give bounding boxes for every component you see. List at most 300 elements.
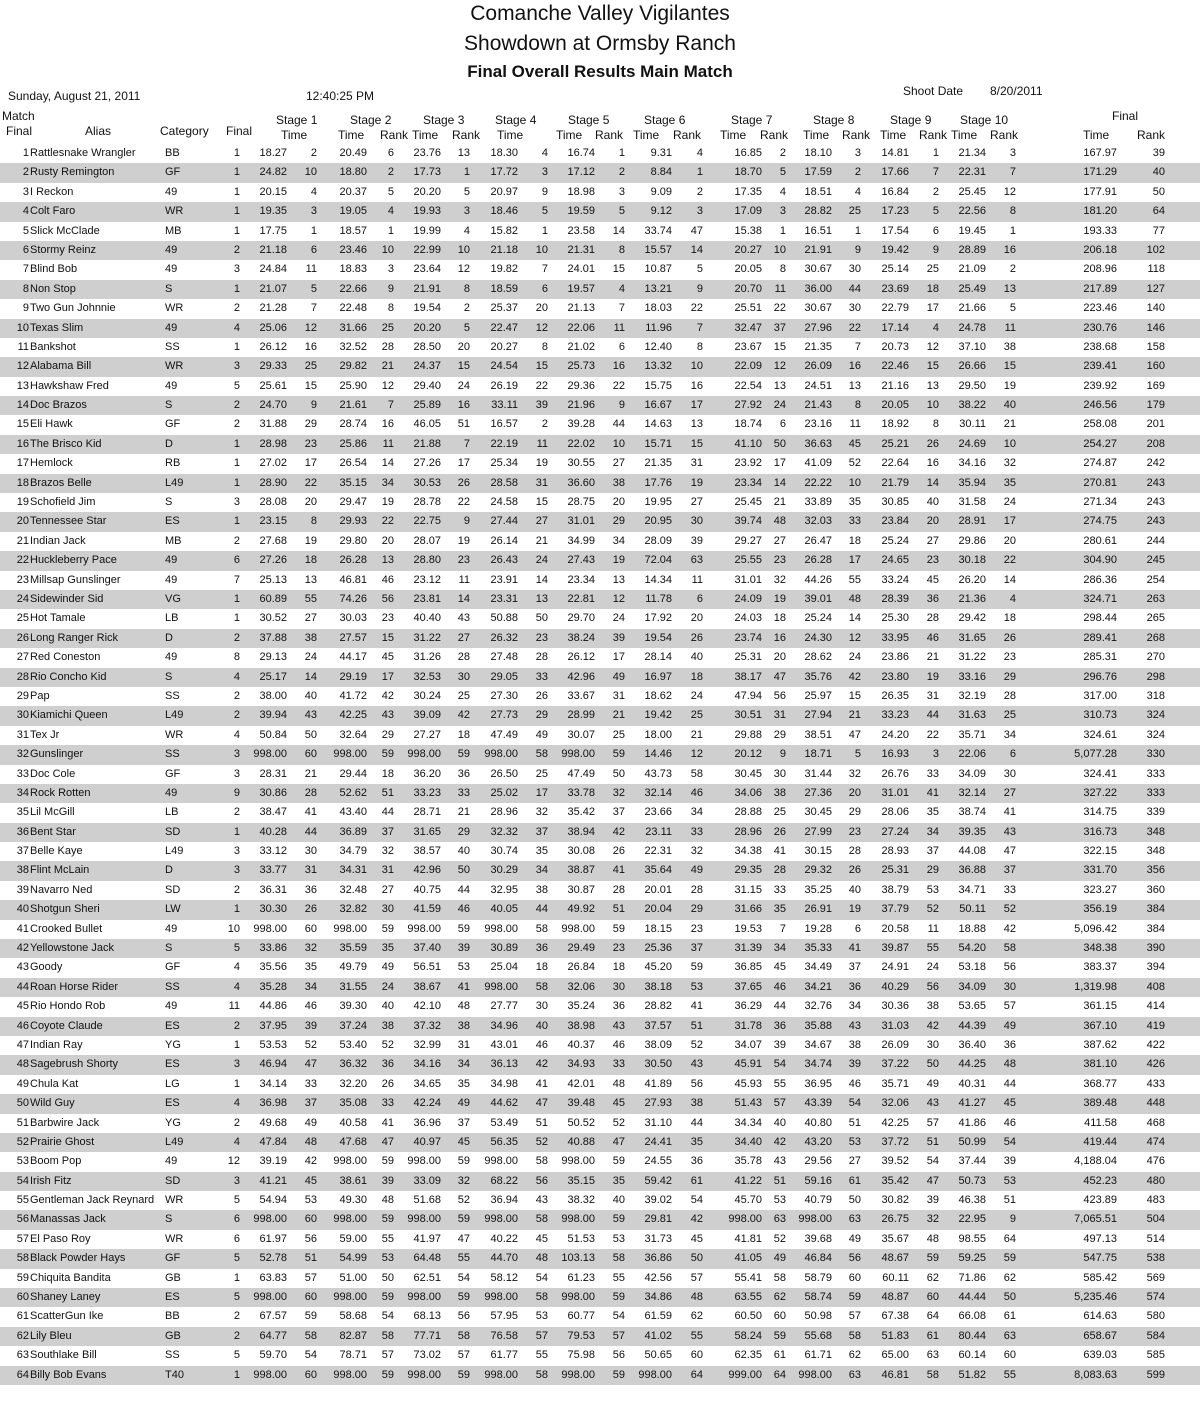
category-final: 5 bbox=[233, 1194, 240, 1207]
stage-3-rank: 11 bbox=[458, 573, 470, 586]
stage-2-time: 29.19 bbox=[339, 670, 367, 683]
shooter-category: GB bbox=[165, 1329, 181, 1342]
stage-8-rank: 35 bbox=[848, 496, 861, 509]
overall-rank: 318 bbox=[1146, 689, 1165, 702]
stage-2-time: 998.00 bbox=[333, 1291, 367, 1304]
match-final-position: 24 bbox=[16, 592, 29, 605]
stage-9-time: 31.03 bbox=[881, 1019, 909, 1032]
overall-time: 4,188.04 bbox=[1074, 1155, 1117, 1168]
header-stage-6-time: Time bbox=[633, 128, 660, 142]
stage-1-time: 25.17 bbox=[259, 670, 287, 683]
shooter-alias: Tennessee Star bbox=[30, 515, 107, 528]
stage-7-time: 47.94 bbox=[734, 689, 762, 702]
category-final: 3 bbox=[233, 360, 240, 373]
stage-3-rank: 55 bbox=[457, 1252, 470, 1265]
table-row bbox=[0, 687, 1200, 706]
category-final: 12 bbox=[227, 1155, 240, 1168]
stage-9-rank: 28 bbox=[926, 612, 939, 625]
stage-6-time: 11.78 bbox=[645, 592, 672, 605]
stage-7-time: 25.51 bbox=[734, 302, 762, 315]
stage-1-rank: 44 bbox=[304, 825, 317, 838]
overall-rank: 243 bbox=[1146, 515, 1165, 528]
stage-5-time: 60.77 bbox=[567, 1310, 595, 1323]
stage-9-rank: 42 bbox=[926, 1019, 939, 1032]
stage-5-rank: 5 bbox=[618, 205, 625, 218]
overall-time: 356.19 bbox=[1083, 903, 1117, 916]
stage-1-time: 998.00 bbox=[253, 922, 287, 935]
stage-1-time: 37.88 bbox=[259, 631, 287, 644]
category-final: 6 bbox=[233, 1213, 240, 1226]
shooter-alias: Stormy Reinz bbox=[30, 243, 97, 256]
table-row bbox=[0, 415, 1200, 434]
stage-2-time: 36.89 bbox=[339, 825, 367, 838]
stage-10-time: 19.45 bbox=[958, 224, 986, 237]
match-final-position: 42 bbox=[16, 942, 29, 955]
stage-5-rank: 49 bbox=[612, 670, 625, 683]
stage-10-time: 22.56 bbox=[958, 205, 986, 218]
stage-5-rank: 31 bbox=[612, 689, 625, 702]
table-row bbox=[0, 609, 1200, 628]
stage-7-rank: 4 bbox=[779, 185, 786, 198]
overall-rank: 265 bbox=[1146, 612, 1165, 625]
overall-rank: 146 bbox=[1146, 321, 1165, 334]
shooter-alias: I Reckon bbox=[30, 185, 74, 198]
overall-time: 323.27 bbox=[1083, 883, 1117, 896]
stage-10-time: 29.50 bbox=[958, 379, 986, 392]
stage-10-time: 53.65 bbox=[958, 1000, 986, 1013]
stage-9-rank: 39 bbox=[926, 1194, 939, 1207]
stage-8-time: 34.21 bbox=[804, 980, 832, 993]
stage-2-time: 29.47 bbox=[339, 496, 367, 509]
stage-1-time: 29.13 bbox=[259, 651, 287, 664]
stage-10-rank: 10 bbox=[1003, 437, 1016, 450]
stage-3-rank: 31 bbox=[457, 1038, 470, 1051]
stage-9-time: 39.87 bbox=[881, 942, 909, 955]
shooter-alias: Southlake Bill bbox=[30, 1349, 97, 1362]
stage-5-rank: 39 bbox=[612, 631, 625, 644]
stage-1-rank: 51 bbox=[304, 1252, 317, 1265]
stage-6-rank: 22 bbox=[690, 302, 703, 315]
stage-6-rank: 53 bbox=[690, 980, 703, 993]
header-stage-5-rank: Rank bbox=[595, 128, 624, 142]
table-row bbox=[0, 765, 1200, 784]
stage-1-rank: 60 bbox=[304, 1368, 317, 1381]
stage-5-time: 998.00 bbox=[561, 1155, 595, 1168]
stage-7-time: 28.88 bbox=[734, 806, 762, 819]
stage-7-time: 20.12 bbox=[734, 748, 762, 761]
stage-7-rank: 22 bbox=[773, 302, 786, 315]
stage-6-rank: 24 bbox=[690, 689, 703, 702]
stage-7-time: 45.93 bbox=[734, 1077, 762, 1090]
stage-7-time: 25.45 bbox=[734, 496, 762, 509]
stage-6-rank: 31 bbox=[690, 457, 703, 470]
stage-8-rank: 41 bbox=[848, 942, 861, 955]
stage-1-rank: 23 bbox=[304, 437, 317, 450]
match-final-position: 4 bbox=[22, 205, 29, 218]
overall-time: 317.00 bbox=[1083, 689, 1117, 702]
stage-7-rank: 2 bbox=[779, 147, 786, 159]
stage-5-time: 79.53 bbox=[567, 1329, 595, 1342]
category-final: 2 bbox=[233, 709, 240, 722]
stage-10-time: 39.35 bbox=[958, 825, 986, 838]
overall-time: 304.90 bbox=[1083, 554, 1117, 567]
shooter-alias: El Paso Roy bbox=[30, 1232, 91, 1245]
stage-5-rank: 19 bbox=[612, 554, 625, 567]
match-final-position: 27 bbox=[16, 651, 29, 664]
stage-7-time: 31.78 bbox=[734, 1019, 762, 1032]
stage-6-time: 16.67 bbox=[644, 399, 672, 412]
overall-time: 585.42 bbox=[1083, 1271, 1117, 1284]
stage-7-time: 34.06 bbox=[734, 786, 762, 799]
stage-3-rank: 25 bbox=[457, 689, 470, 702]
match-final-position: 12 bbox=[16, 360, 29, 373]
stage-5-rank: 29 bbox=[612, 515, 625, 528]
stage-10-time: 30.11 bbox=[959, 418, 986, 431]
stage-5-rank: 45 bbox=[612, 1097, 625, 1110]
stage-4-time: 21.18 bbox=[490, 243, 518, 256]
match-final-position: 54 bbox=[16, 1174, 29, 1187]
stage-10-rank: 8 bbox=[1009, 205, 1016, 218]
stage-7-rank: 3 bbox=[779, 205, 786, 218]
stage-2-time: 34.31 bbox=[339, 864, 367, 877]
stage-8-time: 32.76 bbox=[804, 1000, 832, 1013]
stage-9-time: 33.23 bbox=[881, 709, 909, 722]
stage-7-time: 36.85 bbox=[734, 961, 762, 974]
stage-1-rank: 25 bbox=[304, 360, 317, 373]
stage-8-rank: 22 bbox=[848, 321, 861, 334]
stage-2-rank: 51 bbox=[381, 786, 394, 799]
stage-4-rank: 15 bbox=[535, 360, 548, 373]
stage-5-time: 103.13 bbox=[561, 1252, 595, 1265]
category-final: 2 bbox=[233, 302, 240, 315]
stage-7-rank: 55 bbox=[773, 1077, 786, 1090]
stage-9-rank: 34 bbox=[926, 825, 939, 838]
stage-2-time: 32.48 bbox=[339, 883, 367, 896]
overall-rank: 408 bbox=[1146, 980, 1165, 993]
shooter-category: D bbox=[165, 864, 173, 877]
shooter-alias: Navarro Ned bbox=[30, 883, 93, 896]
category-final: 2 bbox=[233, 243, 240, 256]
stage-4-rank: 54 bbox=[535, 1271, 548, 1284]
stage-5-time: 18.98 bbox=[567, 185, 595, 198]
stage-9-time: 35.67 bbox=[881, 1232, 909, 1245]
shooter-category: L49 bbox=[165, 476, 184, 489]
stage-10-time: 44.25 bbox=[958, 1058, 986, 1071]
stage-7-time: 28.96 bbox=[734, 825, 762, 838]
stage-10-rank: 39 bbox=[1003, 1155, 1016, 1168]
stage-2-rank: 24 bbox=[381, 980, 394, 993]
overall-time: 271.34 bbox=[1083, 496, 1117, 509]
overall-rank: 270 bbox=[1146, 651, 1165, 664]
stage-1-rank: 31 bbox=[304, 864, 317, 877]
stage-9-time: 32.06 bbox=[881, 1097, 909, 1110]
stage-10-time: 29.42 bbox=[958, 612, 986, 625]
stage-2-rank: 55 bbox=[381, 1232, 394, 1245]
stage-5-rank: 10 bbox=[612, 437, 625, 450]
overall-time: 324.41 bbox=[1083, 767, 1117, 780]
stage-2-rank: 37 bbox=[381, 825, 394, 838]
stage-2-rank: 40 bbox=[381, 1000, 394, 1013]
stage-2-rank: 9 bbox=[387, 282, 394, 295]
stage-1-time: 25.61 bbox=[259, 379, 287, 392]
stage-7-rank: 17 bbox=[773, 457, 786, 470]
stage-5-time: 49.92 bbox=[567, 903, 595, 916]
shooter-alias: Prairie Ghost bbox=[30, 1135, 95, 1148]
stage-3-time: 23.81 bbox=[413, 592, 441, 605]
stage-6-time: 59.42 bbox=[644, 1174, 672, 1187]
overall-time: 1,319.98 bbox=[1074, 980, 1117, 993]
overall-time: 208.96 bbox=[1083, 263, 1117, 276]
category-final: 9 bbox=[233, 786, 240, 799]
stage-1-rank: 22 bbox=[304, 476, 317, 489]
stage-8-time: 19.28 bbox=[804, 922, 832, 935]
overall-rank: 422 bbox=[1146, 1038, 1165, 1051]
overall-time: 296.76 bbox=[1083, 670, 1117, 683]
shooter-alias: ScatterGun Ike bbox=[30, 1310, 104, 1323]
stage-5-time: 17.12 bbox=[567, 166, 595, 179]
stage-8-rank: 42 bbox=[848, 670, 861, 683]
stage-6-time: 8.84 bbox=[650, 166, 672, 179]
stage-3-rank: 44 bbox=[457, 883, 470, 896]
stage-2-rank: 25 bbox=[381, 321, 394, 334]
category-final: 1 bbox=[233, 185, 240, 198]
stage-8-time: 21.35 bbox=[804, 340, 832, 353]
stage-8-rank: 19 bbox=[848, 903, 861, 916]
stage-10-time: 22.95 bbox=[958, 1213, 986, 1226]
stage-3-time: 40.40 bbox=[413, 612, 441, 625]
stage-9-rank: 18 bbox=[926, 282, 939, 295]
stage-8-rank: 50 bbox=[848, 1194, 861, 1207]
overall-time: 7,065.51 bbox=[1074, 1213, 1117, 1226]
stage-7-time: 31.01 bbox=[734, 573, 762, 586]
stage-9-rank: 37 bbox=[926, 845, 939, 858]
overall-rank: 268 bbox=[1146, 631, 1165, 644]
overall-time: 223.46 bbox=[1083, 302, 1117, 315]
stage-6-rank: 42 bbox=[690, 1213, 703, 1226]
overall-time: 258.08 bbox=[1083, 418, 1117, 431]
stage-1-rank: 17 bbox=[304, 457, 317, 470]
table-row bbox=[0, 1017, 1200, 1036]
stage-2-time: 49.30 bbox=[339, 1194, 367, 1207]
stage-6-time: 15.71 bbox=[644, 437, 672, 450]
shooter-category: WR bbox=[165, 1194, 184, 1207]
stage-3-rank: 23 bbox=[457, 554, 470, 567]
stage-5-time: 26.84 bbox=[567, 961, 595, 974]
stage-2-rank: 59 bbox=[381, 1213, 394, 1226]
overall-rank: 360 bbox=[1146, 883, 1165, 896]
stage-7-rank: 6 bbox=[779, 418, 786, 431]
overall-time: 547.75 bbox=[1083, 1252, 1117, 1265]
stage-5-rank: 15 bbox=[612, 263, 625, 276]
stage-8-rank: 63 bbox=[848, 1368, 861, 1381]
stage-5-time: 50.52 bbox=[567, 1116, 595, 1129]
stage-2-rank: 56 bbox=[381, 592, 394, 605]
table-row bbox=[0, 202, 1200, 221]
stage-7-rank: 56 bbox=[773, 689, 786, 702]
stage-2-rank: 36 bbox=[381, 1058, 394, 1071]
stage-2-time: 26.54 bbox=[339, 457, 367, 470]
stage-2-rank: 59 bbox=[381, 748, 394, 761]
stage-4-time: 30.74 bbox=[490, 845, 518, 858]
stage-4-rank: 23 bbox=[535, 631, 548, 644]
stage-4-time: 26.32 bbox=[490, 631, 518, 644]
stage-4-time: 23.91 bbox=[490, 573, 518, 586]
stage-8-time: 26.28 bbox=[804, 554, 832, 567]
stage-10-time: 50.99 bbox=[958, 1135, 986, 1148]
stage-8-rank: 5 bbox=[854, 748, 861, 761]
category-final: 4 bbox=[233, 961, 240, 974]
stage-2-time: 29.93 bbox=[339, 515, 367, 528]
stage-3-time: 28.07 bbox=[413, 534, 441, 547]
stage-5-time: 34.93 bbox=[567, 1058, 595, 1071]
stage-6-rank: 48 bbox=[690, 1291, 703, 1304]
stage-7-rank: 45 bbox=[773, 961, 786, 974]
stage-10-time: 41.27 bbox=[958, 1097, 986, 1110]
stage-4-rank: 55 bbox=[535, 1349, 548, 1362]
stage-2-rank: 32 bbox=[381, 845, 394, 858]
stage-1-time: 38.00 bbox=[259, 689, 287, 702]
stage-6-rank: 35 bbox=[690, 1135, 703, 1148]
stage-10-rank: 56 bbox=[1003, 961, 1016, 974]
stage-1-time: 30.86 bbox=[259, 786, 287, 799]
stage-5-time: 26.12 bbox=[567, 651, 595, 664]
stage-3-time: 23.12 bbox=[413, 573, 441, 586]
stage-4-time: 40.05 bbox=[490, 903, 518, 916]
stage-9-time: 26.35 bbox=[881, 689, 909, 702]
stage-1-time: 998.00 bbox=[253, 1213, 287, 1226]
stage-7-rank: 52 bbox=[773, 1232, 786, 1245]
stage-6-time: 27.93 bbox=[644, 1097, 672, 1110]
table-row bbox=[0, 1210, 1200, 1229]
stage-8-time: 22.22 bbox=[804, 476, 832, 489]
stage-8-rank: 32 bbox=[848, 767, 861, 780]
overall-rank: 102 bbox=[1146, 243, 1165, 256]
stage-9-time: 31.01 bbox=[881, 786, 909, 799]
stage-6-time: 19.95 bbox=[644, 496, 672, 509]
stage-3-time: 33.09 bbox=[413, 1174, 441, 1187]
stage-2-rank: 53 bbox=[381, 1252, 394, 1265]
stage-1-rank: 3 bbox=[310, 205, 317, 218]
stage-1-time: 47.84 bbox=[259, 1135, 287, 1148]
stage-5-time: 22.06 bbox=[567, 321, 595, 334]
stage-4-time: 76.58 bbox=[490, 1329, 518, 1342]
category-final: 3 bbox=[233, 263, 240, 276]
stage-8-time: 30.67 bbox=[804, 302, 832, 315]
stage-9-time: 48.87 bbox=[881, 1291, 909, 1304]
stage-3-rank: 42 bbox=[457, 709, 470, 722]
stage-4-time: 33.11 bbox=[491, 399, 518, 412]
stage-9-rank: 10 bbox=[926, 399, 939, 412]
overall-rank: 474 bbox=[1146, 1135, 1165, 1148]
stage-6-time: 24.41 bbox=[644, 1135, 672, 1148]
stage-4-rank: 5 bbox=[541, 205, 548, 218]
table-row bbox=[0, 396, 1200, 415]
shooter-category: LW bbox=[165, 903, 181, 916]
stage-3-rank: 59 bbox=[457, 748, 470, 761]
stage-5-time: 32.06 bbox=[567, 980, 595, 993]
stage-4-rank: 6 bbox=[541, 282, 548, 295]
header-stage-5: Stage 5 bbox=[568, 113, 610, 127]
match-final-position: 3 bbox=[22, 185, 29, 198]
stage-10-rank: 48 bbox=[1003, 1058, 1016, 1071]
stage-3-time: 998.00 bbox=[407, 1291, 441, 1304]
stage-6-rank: 39 bbox=[690, 534, 703, 547]
stage-9-rank: 41 bbox=[926, 786, 939, 799]
stage-4-time: 998.00 bbox=[484, 1368, 518, 1381]
overall-time: 289.41 bbox=[1083, 631, 1117, 644]
stage-6-time: 35.64 bbox=[644, 864, 672, 877]
stage-10-rank: 24 bbox=[1003, 496, 1016, 509]
stage-1-time: 29.33 bbox=[259, 360, 287, 373]
stage-9-time: 51.83 bbox=[881, 1329, 909, 1342]
overall-time: 217.89 bbox=[1083, 282, 1117, 295]
category-final: 1 bbox=[233, 147, 240, 159]
shooter-category: D bbox=[165, 437, 173, 450]
stage-3-time: 36.20 bbox=[413, 767, 441, 780]
stage-8-rank: 20 bbox=[848, 786, 861, 799]
shooter-category: ES bbox=[165, 1097, 180, 1110]
stage-6-time: 14.34 bbox=[644, 573, 672, 586]
match-final-position: 52 bbox=[16, 1135, 29, 1148]
category-final: 5 bbox=[233, 1349, 240, 1362]
category-final: 1 bbox=[233, 1077, 240, 1090]
stage-9-rank: 30 bbox=[926, 1038, 939, 1051]
match-final-position: 15 bbox=[16, 418, 29, 431]
overall-time: 181.20 bbox=[1083, 205, 1117, 218]
stage-8-time: 21.91 bbox=[804, 243, 832, 256]
stage-10-rank: 1 bbox=[1009, 224, 1016, 237]
stage-10-rank: 25 bbox=[1003, 709, 1016, 722]
category-final: 3 bbox=[233, 1058, 240, 1071]
stage-6-time: 12.40 bbox=[644, 340, 672, 353]
stage-7-rank: 30 bbox=[773, 767, 786, 780]
stage-4-rank: 28 bbox=[535, 651, 548, 664]
stage-3-time: 34.65 bbox=[413, 1077, 441, 1090]
category-final: 5 bbox=[233, 1291, 240, 1304]
header-overall-rank: Rank bbox=[1137, 128, 1166, 142]
stage-9-rank: 6 bbox=[932, 224, 939, 237]
stage-8-rank: 54 bbox=[848, 1097, 861, 1110]
stage-9-rank: 48 bbox=[926, 1232, 939, 1245]
stage-9-time: 28.39 bbox=[881, 592, 909, 605]
table-row bbox=[0, 493, 1200, 512]
stage-8-time: 34.49 bbox=[804, 961, 832, 974]
stage-10-time: 50.11 bbox=[959, 903, 986, 916]
stage-1-time: 54.94 bbox=[259, 1194, 287, 1207]
shooter-alias: Brazos Belle bbox=[30, 476, 92, 489]
stage-4-rank: 13 bbox=[535, 592, 548, 605]
category-final: 1 bbox=[233, 612, 240, 625]
category-final: 2 bbox=[233, 689, 240, 702]
stage-9-rank: 11 bbox=[927, 922, 939, 935]
stage-9-rank: 60 bbox=[926, 1291, 939, 1304]
stage-6-time: 39.02 bbox=[644, 1194, 672, 1207]
stage-10-rank: 21 bbox=[1003, 418, 1016, 431]
overall-time: 239.92 bbox=[1083, 379, 1117, 392]
table-row bbox=[0, 338, 1200, 357]
stage-2-time: 32.82 bbox=[339, 903, 367, 916]
stage-4-rank: 58 bbox=[535, 922, 548, 935]
stage-5-time: 35.24 bbox=[567, 1000, 595, 1013]
stage-2-rank: 20 bbox=[381, 534, 394, 547]
shooter-alias: Doc Cole bbox=[30, 767, 76, 780]
stage-6-rank: 43 bbox=[690, 1058, 703, 1071]
overall-time: 381.10 bbox=[1083, 1058, 1117, 1071]
stage-4-time: 26.14 bbox=[490, 534, 518, 547]
stage-9-rank: 27 bbox=[926, 534, 939, 547]
stage-2-time: 74.26 bbox=[339, 592, 367, 605]
stage-2-time: 998.00 bbox=[333, 1213, 367, 1226]
